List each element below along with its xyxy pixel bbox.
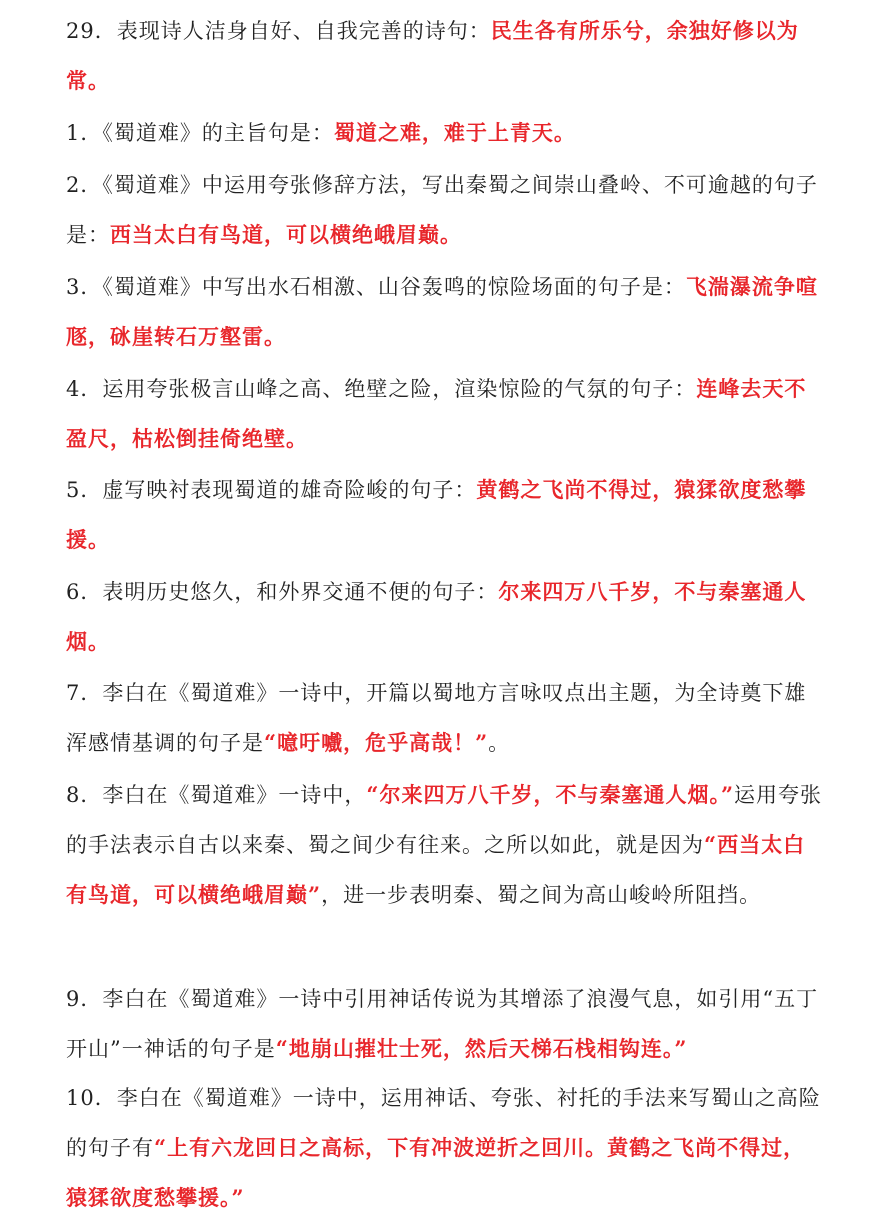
answer-text: 飞湍瀑流争喧豗，砯崖转石万壑雷。 [66,274,818,349]
answer-text: “西当太白有鸟道，可以横绝峨眉巅” [66,832,806,907]
question-text: 10．李白在《蜀道难》一诗中，运用神话、夸张、衬托的手法来写蜀山之高险的句子有 [66,1086,821,1160]
question-text: 5．虚写映衬表现蜀道的雄奇险峻的句子： [66,478,477,502]
question-text: 29．表现诗人洁身自好、自我完善的诗句： [66,19,491,43]
question-text: 运用夸张的手法表示自古以来秦、蜀之间少有往来。之所以如此，就是因为 [66,783,823,857]
answer-text: 西当太白有鸟道，可以横绝峨眉巅。 [110,222,462,247]
answer-text: “上有六龙回日之高标，下有冲波逆折之回川。黄鹤之飞尚不得过，猿猱欲度愁攀援。” [66,1135,806,1210]
answer-text: 黄鹤之飞尚不得过，猿猱欲度愁攀援。 [66,477,807,552]
answer-text: “地崩山摧壮士死，然后天梯石栈相钩连。” [275,1036,688,1061]
answer-text: “噫吁嚱，危乎高哉！” [264,730,489,755]
question-6 [66,567,826,667]
question-text: 7．李白在《蜀道难》一诗中，开篇以蜀地方言咏叹点出主题，为全诗奠下雄浑感情基调的句子是 [66,681,807,755]
question-4 [66,364,826,464]
question-text: 1．《蜀道难》的主旨句是： [66,121,334,145]
question-text: 。 [488,731,511,755]
question-text: 8．李白在《蜀道难》一诗中， [66,783,367,807]
answer-text: 尔来四万八千岁，不与秦塞通人烟。 [66,579,807,654]
answer-text: 蜀道之难，难于上青天。 [333,120,576,145]
question-1 [66,108,826,158]
question-3 [66,262,826,362]
question-2 [66,160,826,260]
question-29 [66,6,826,106]
question-text: 2．《蜀道难》中运用夸张修辞方法，写出秦蜀之间崇山叠岭、不可逾越的句子是： [66,173,818,247]
question-text: 9．李白在《蜀道难》一诗中引用神话传说为其增添了浪漫气息，如引用“五丁开山”一神话的句子是 [66,987,819,1061]
question-text: ，进一步表明秦、蜀之间为高山峻岭所阻挡。 [321,883,762,907]
answer-text: 民生各有所乐兮，余独好修以为常。 [66,18,799,93]
question-text: 3．《蜀道难》中写出水石相激、山谷轰鸣的惊险场面的句子是： [66,275,686,299]
question-7 [66,668,826,768]
question-8 [66,770,826,920]
question-text: 6．表明历史悠久，和外界交通不便的句子： [66,580,499,604]
question-5 [66,465,826,565]
question-text: 4．运用夸张极言山峰之高、绝壁之险，渲染惊险的气氛的句子： [66,377,697,401]
answer-text: 连峰去天不盈尺，枯松倒挂倚绝壁。 [66,376,807,451]
answer-text: “尔来四万八千岁，不与秦塞通人烟。” [366,782,735,807]
question-9 [66,974,826,1074]
question-10 [66,1073,826,1223]
